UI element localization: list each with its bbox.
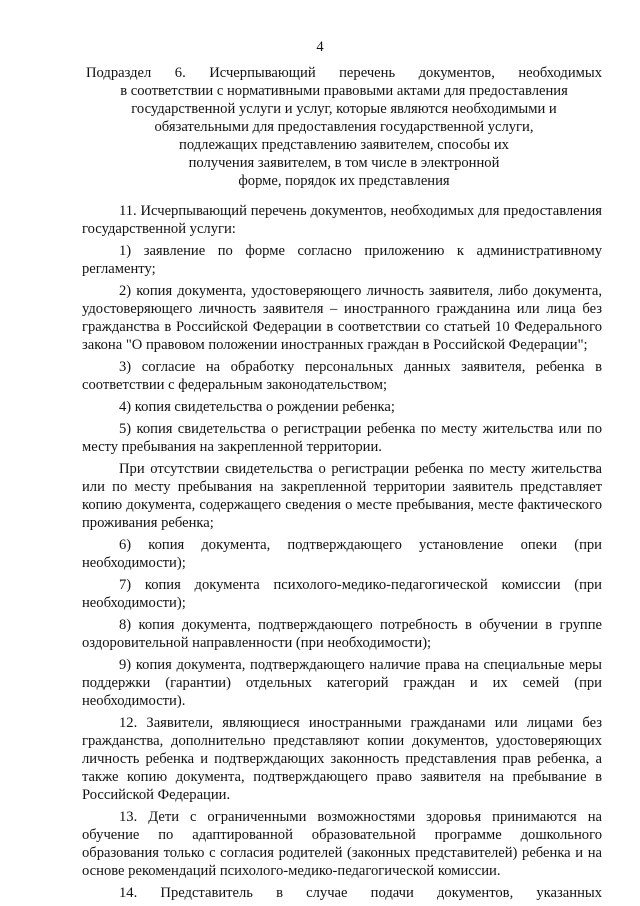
paragraph-note: При отсутствии свидетельства о регистрации ребенка по месту жительства или по месту пребывания на закрепленной территории заявитель представляет копию документа, содержащего сведения о месте пребывания, месте фактического проживания ребенка; xyxy=(82,461,602,531)
heading-line: государственной услуги и услуг, которые являются необходимыми и xyxy=(131,101,557,117)
paragraph-item-11: 11. Исчерпывающий перечень документов, необходимых для предоставления государственной услуги: xyxy=(82,203,602,237)
subsection-heading xyxy=(86,64,602,190)
list-item-9: 9) копия документа, подтверждающего наличие права на специальные меры поддержки (гарантии) отдельных категорий граждан и их семей (при необходимости). xyxy=(82,657,602,709)
list-item-5: 5) копия свидетельства о регистрации ребенка по месту жительства или по месту пребывания на закрепленной территории. xyxy=(82,421,602,455)
document-body xyxy=(82,202,602,906)
heading-line: форме, порядок их представления xyxy=(238,173,450,189)
list-item-2: 2) копия документа, удостоверяющего личность заявителя, либо документа, удостоверяющего личность заявителя – иностранного гражданина или лица без гражданства в Российской Федерации в соответствии со статьей 10 Федерального закона "О правовом положении иностранных граждан в Российской Федерации"; xyxy=(82,283,602,353)
paragraph-item-13: 13. Дети с ограниченными возможностями здоровья принимаются на обучение по адаптированной образовательной программе дошкольного образования только с согласия родителей (законных представителей) ребенка и на основе рекомендаций психолого-медико-педагогической комиссии. xyxy=(82,809,602,879)
heading-line: обязательными для предоставления государственной услуги, xyxy=(154,119,534,135)
list-item-8: 8) копия документа, подтверждающего потребность в обучении в группе оздоровительной направленности (при необходимости); xyxy=(82,617,602,651)
page-number: 4 xyxy=(316,39,324,55)
paragraph-item-14: 14. Представитель в случае подачи документов, указанных xyxy=(119,885,602,901)
list-item-3: 3) согласие на обработку персональных данных заявителя, ребенка в соответствии с федеральным законодательством; xyxy=(82,359,602,393)
heading-line: получения заявителем, в том числе в электронной xyxy=(188,155,500,171)
list-item-7: 7) копия документа психолого-медико-педагогической комиссии (при необходимости); xyxy=(82,577,602,611)
paragraph-item-12: 12. Заявители, являющиеся иностранными гражданами или лицами без гражданства, дополнительно представляют копии документов, удостоверяющих личность ребенка и подтверждающих законность представления прав ребенка, а также копию документа, подтверждающего право заявителя на пребывание в Российской Федерации. xyxy=(82,715,602,803)
list-item-1: 1) заявление по форме согласно приложению к административному регламенту; xyxy=(82,243,602,277)
list-item-4: 4) копия свидетельства о рождении ребенка; xyxy=(119,399,395,415)
list-item-6: 6) копия документа, подтверждающего установление опеки (при необходимости); xyxy=(82,537,602,571)
heading-line: подлежащих представлению заявителем, способы их xyxy=(179,137,509,153)
heading-line: Подраздел 6. Исчерпывающий перечень документов, необходимых xyxy=(86,65,602,81)
heading-line: в соответствии с нормативными правовыми актами для предоставления xyxy=(120,83,568,99)
